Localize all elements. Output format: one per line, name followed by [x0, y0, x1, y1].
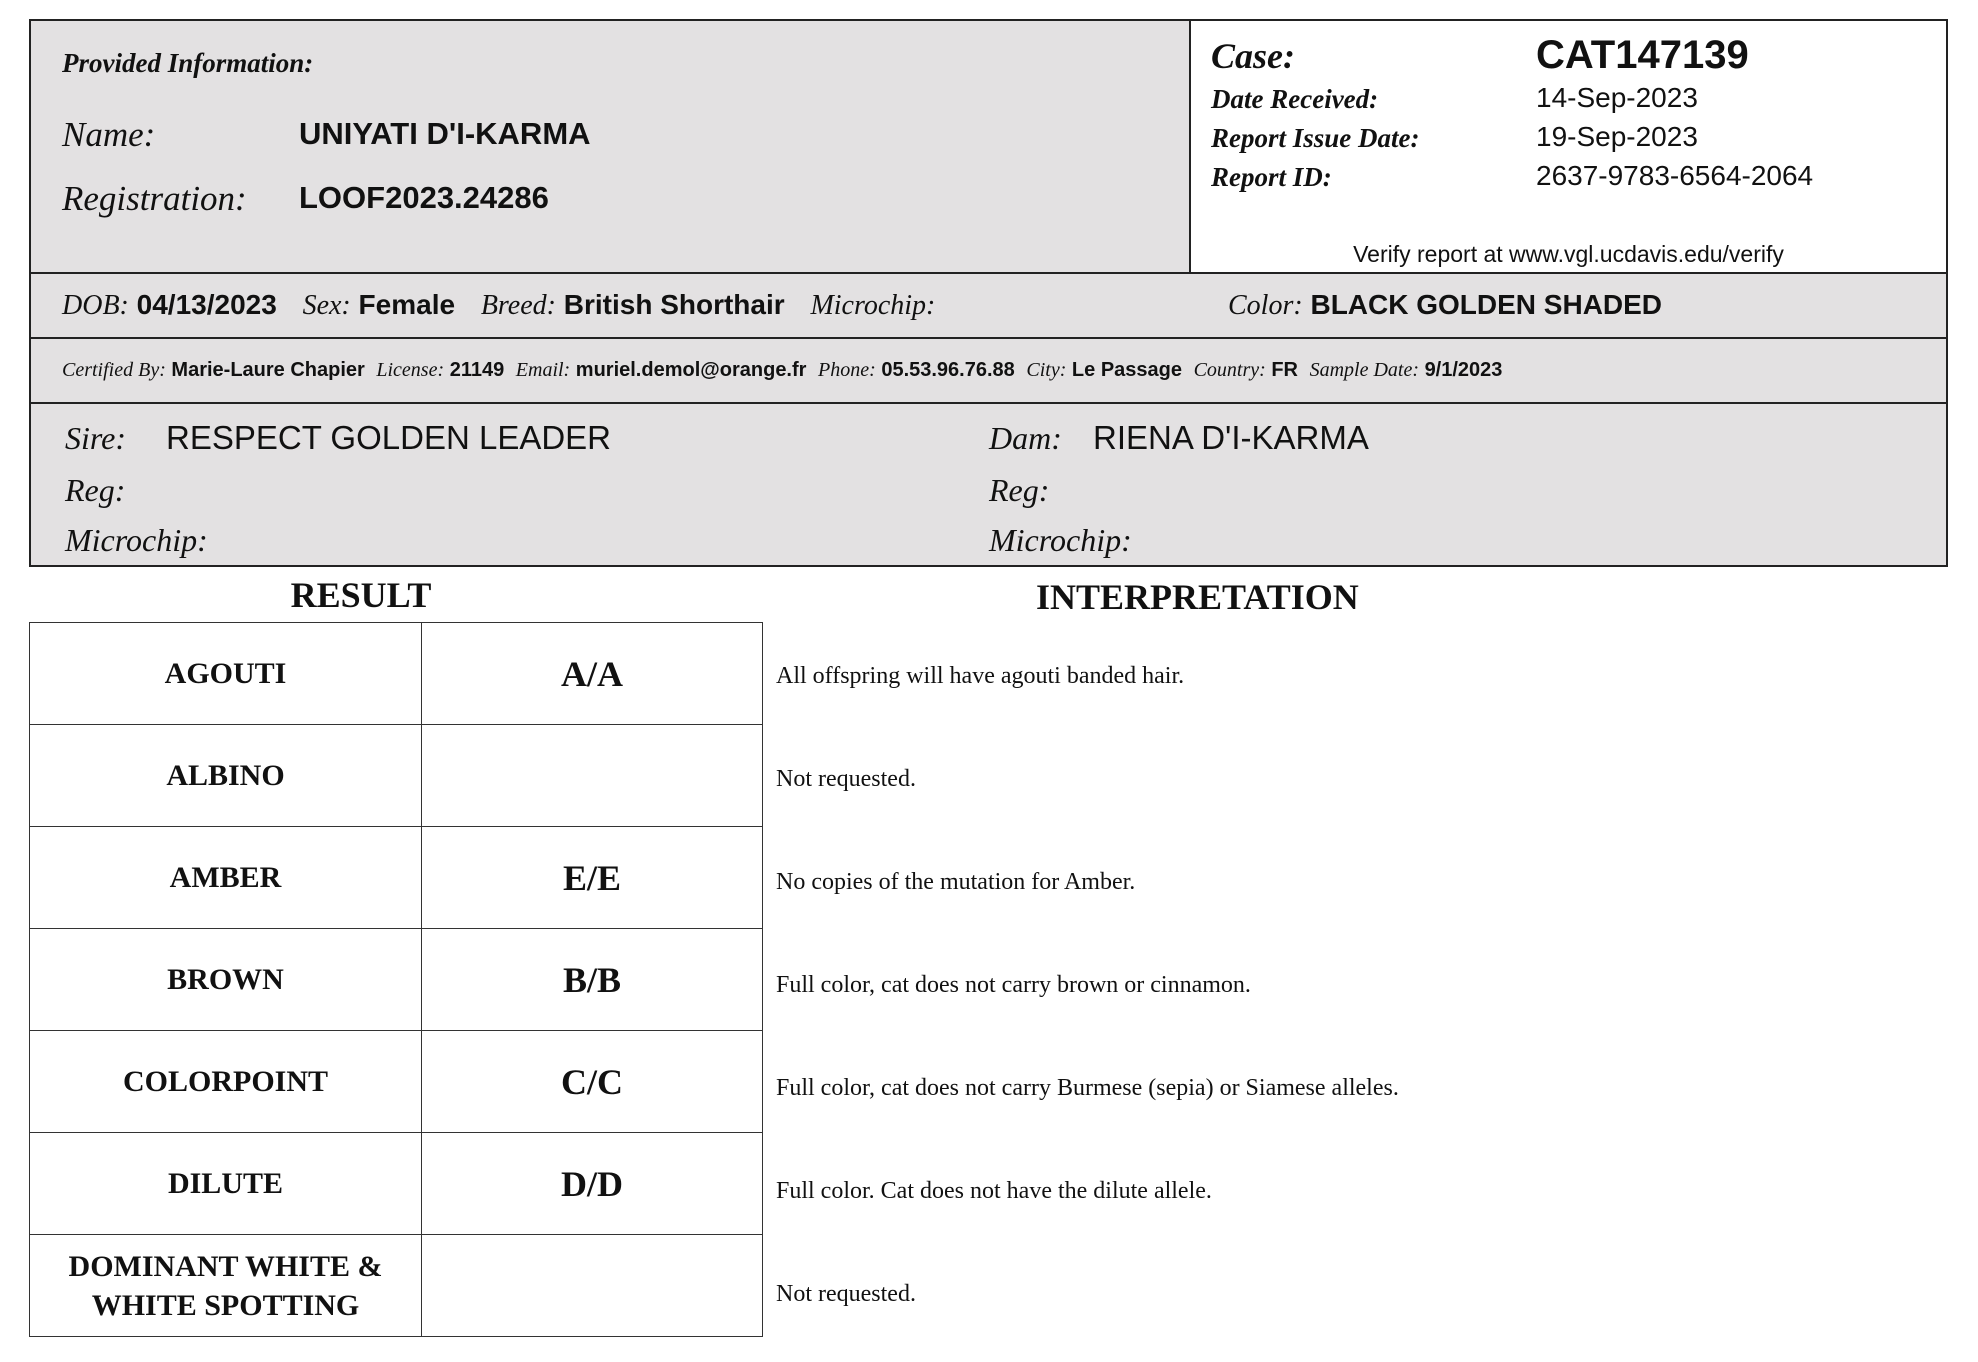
- breed-value: British Shorthair: [563, 289, 785, 320]
- sex-label: Sex:: [302, 290, 351, 321]
- interpretation-text: Full color, cat does not carry brown or cinnamon.: [776, 972, 1251, 998]
- gene-name-line: WHITE SPOTTING: [91, 1288, 360, 1322]
- dob-value: 04/13/2023: [136, 289, 277, 320]
- report-issue-date-label: Report Issue Date:: [1211, 123, 1420, 153]
- genotype: E/E: [422, 827, 763, 929]
- table-row: [30, 1133, 763, 1235]
- report-id-label: Report ID:: [1211, 162, 1332, 192]
- gene-name: DILUTE: [30, 1133, 422, 1235]
- case-panel: [1191, 21, 1946, 274]
- table-row: [30, 623, 763, 725]
- registration-label: Registration:: [62, 179, 247, 218]
- interpretation-text: Not requested.: [776, 766, 916, 792]
- provided-information-panel: [31, 21, 1191, 274]
- dam-microchip-label: Microchip:: [989, 522, 1132, 558]
- interpretation-text: All offspring will have agouti banded hair.: [776, 663, 1185, 689]
- genotype: D/D: [422, 1133, 763, 1235]
- name-label: Name:: [62, 115, 156, 154]
- interpretation-text: Full color, cat does not carry Burmese (sepia) or Siamese alleles.: [776, 1075, 1399, 1101]
- email-label: Email:: [515, 359, 571, 381]
- provided-information-heading: Provided Information:: [62, 48, 314, 78]
- phone-label: Phone:: [818, 359, 876, 381]
- table-row: [30, 1235, 763, 1337]
- certification-row: [29, 337, 1948, 402]
- table-row: [30, 827, 763, 929]
- sire-reg-label: Reg:: [65, 472, 126, 508]
- city-value: Le Passage: [1071, 359, 1182, 381]
- genotype: [422, 725, 763, 827]
- interpretation-heading: INTERPRETATION: [1036, 577, 1359, 617]
- dob-label: DOB:: [62, 290, 129, 321]
- genotype: C/C: [422, 1031, 763, 1133]
- color-value: BLACK GOLDEN SHADED: [1310, 289, 1663, 320]
- license-label: License:: [376, 359, 445, 381]
- genotype: A/A: [422, 623, 763, 725]
- sample-date-value: 9/1/2023: [1424, 359, 1503, 381]
- date-received-label: Date Received:: [1211, 84, 1379, 114]
- interpretation-text: Not requested.: [776, 1281, 916, 1307]
- parents-panel: [29, 402, 1948, 567]
- phone-value: 05.53.96.76.88: [881, 359, 1015, 381]
- country-value: FR: [1271, 359, 1299, 381]
- case-label: Case:: [1211, 36, 1295, 76]
- certified-by-value: Marie-Laure Chapier: [171, 359, 365, 381]
- interpretation-text: No copies of the mutation for Amber.: [776, 869, 1136, 895]
- gene-name: ALBINO: [30, 725, 422, 827]
- verify-report-link[interactable]: Verify report at www.vgl.ucdavis.edu/verify: [1353, 241, 1784, 267]
- result-heading: RESULT: [290, 575, 432, 615]
- gene-name: COLORPOINT: [30, 1031, 422, 1133]
- report-header: [29, 19, 1948, 272]
- gene-name: AMBER: [30, 827, 422, 929]
- table-row: [30, 1031, 763, 1133]
- color-label: Color:: [1228, 290, 1303, 321]
- table-row: [30, 929, 763, 1031]
- gene-name: [30, 1235, 422, 1337]
- report-issue-date: 19-Sep-2023: [1536, 121, 1698, 152]
- results-table: [29, 622, 763, 1337]
- sire-microchip-label: Microchip:: [65, 522, 208, 558]
- certified-by-label: Certified By:: [62, 359, 166, 381]
- cat-name: UNIYATI D'I-KARMA: [299, 116, 591, 151]
- report-id: 2637-9783-6564-2064: [1536, 160, 1814, 191]
- sire-label: Sire:: [65, 420, 127, 456]
- microchip-label: Microchip:: [810, 290, 936, 321]
- license-value: 21149: [449, 359, 505, 381]
- case-id: CAT147139: [1536, 33, 1749, 77]
- gene-name: BROWN: [30, 929, 422, 1031]
- genotype: [422, 1235, 763, 1337]
- gene-name: AGOUTI: [30, 623, 422, 725]
- sire-name: RESPECT GOLDEN LEADER: [166, 419, 612, 456]
- email-value: muriel.demol@orange.fr: [575, 359, 807, 381]
- country-label: Country:: [1193, 359, 1266, 381]
- breed-label: Breed:: [480, 290, 556, 321]
- genotype: B/B: [422, 929, 763, 1031]
- dam-name: RIENA D'I-KARMA: [1093, 419, 1369, 456]
- registration-number: LOOF2023.24286: [299, 180, 549, 215]
- dam-label: Dam:: [989, 420, 1062, 456]
- date-received: 14-Sep-2023: [1536, 82, 1698, 113]
- sex-value: Female: [358, 289, 456, 320]
- dam-reg-label: Reg:: [989, 472, 1050, 508]
- city-label: City:: [1026, 359, 1067, 381]
- sample-date-label: Sample Date:: [1309, 359, 1419, 381]
- interpretation-text: Full color. Cat does not have the dilute allele.: [776, 1178, 1212, 1204]
- gene-name-line: DOMINANT WHITE &: [68, 1249, 383, 1283]
- animal-info-row: [29, 272, 1948, 337]
- table-row: [30, 725, 763, 827]
